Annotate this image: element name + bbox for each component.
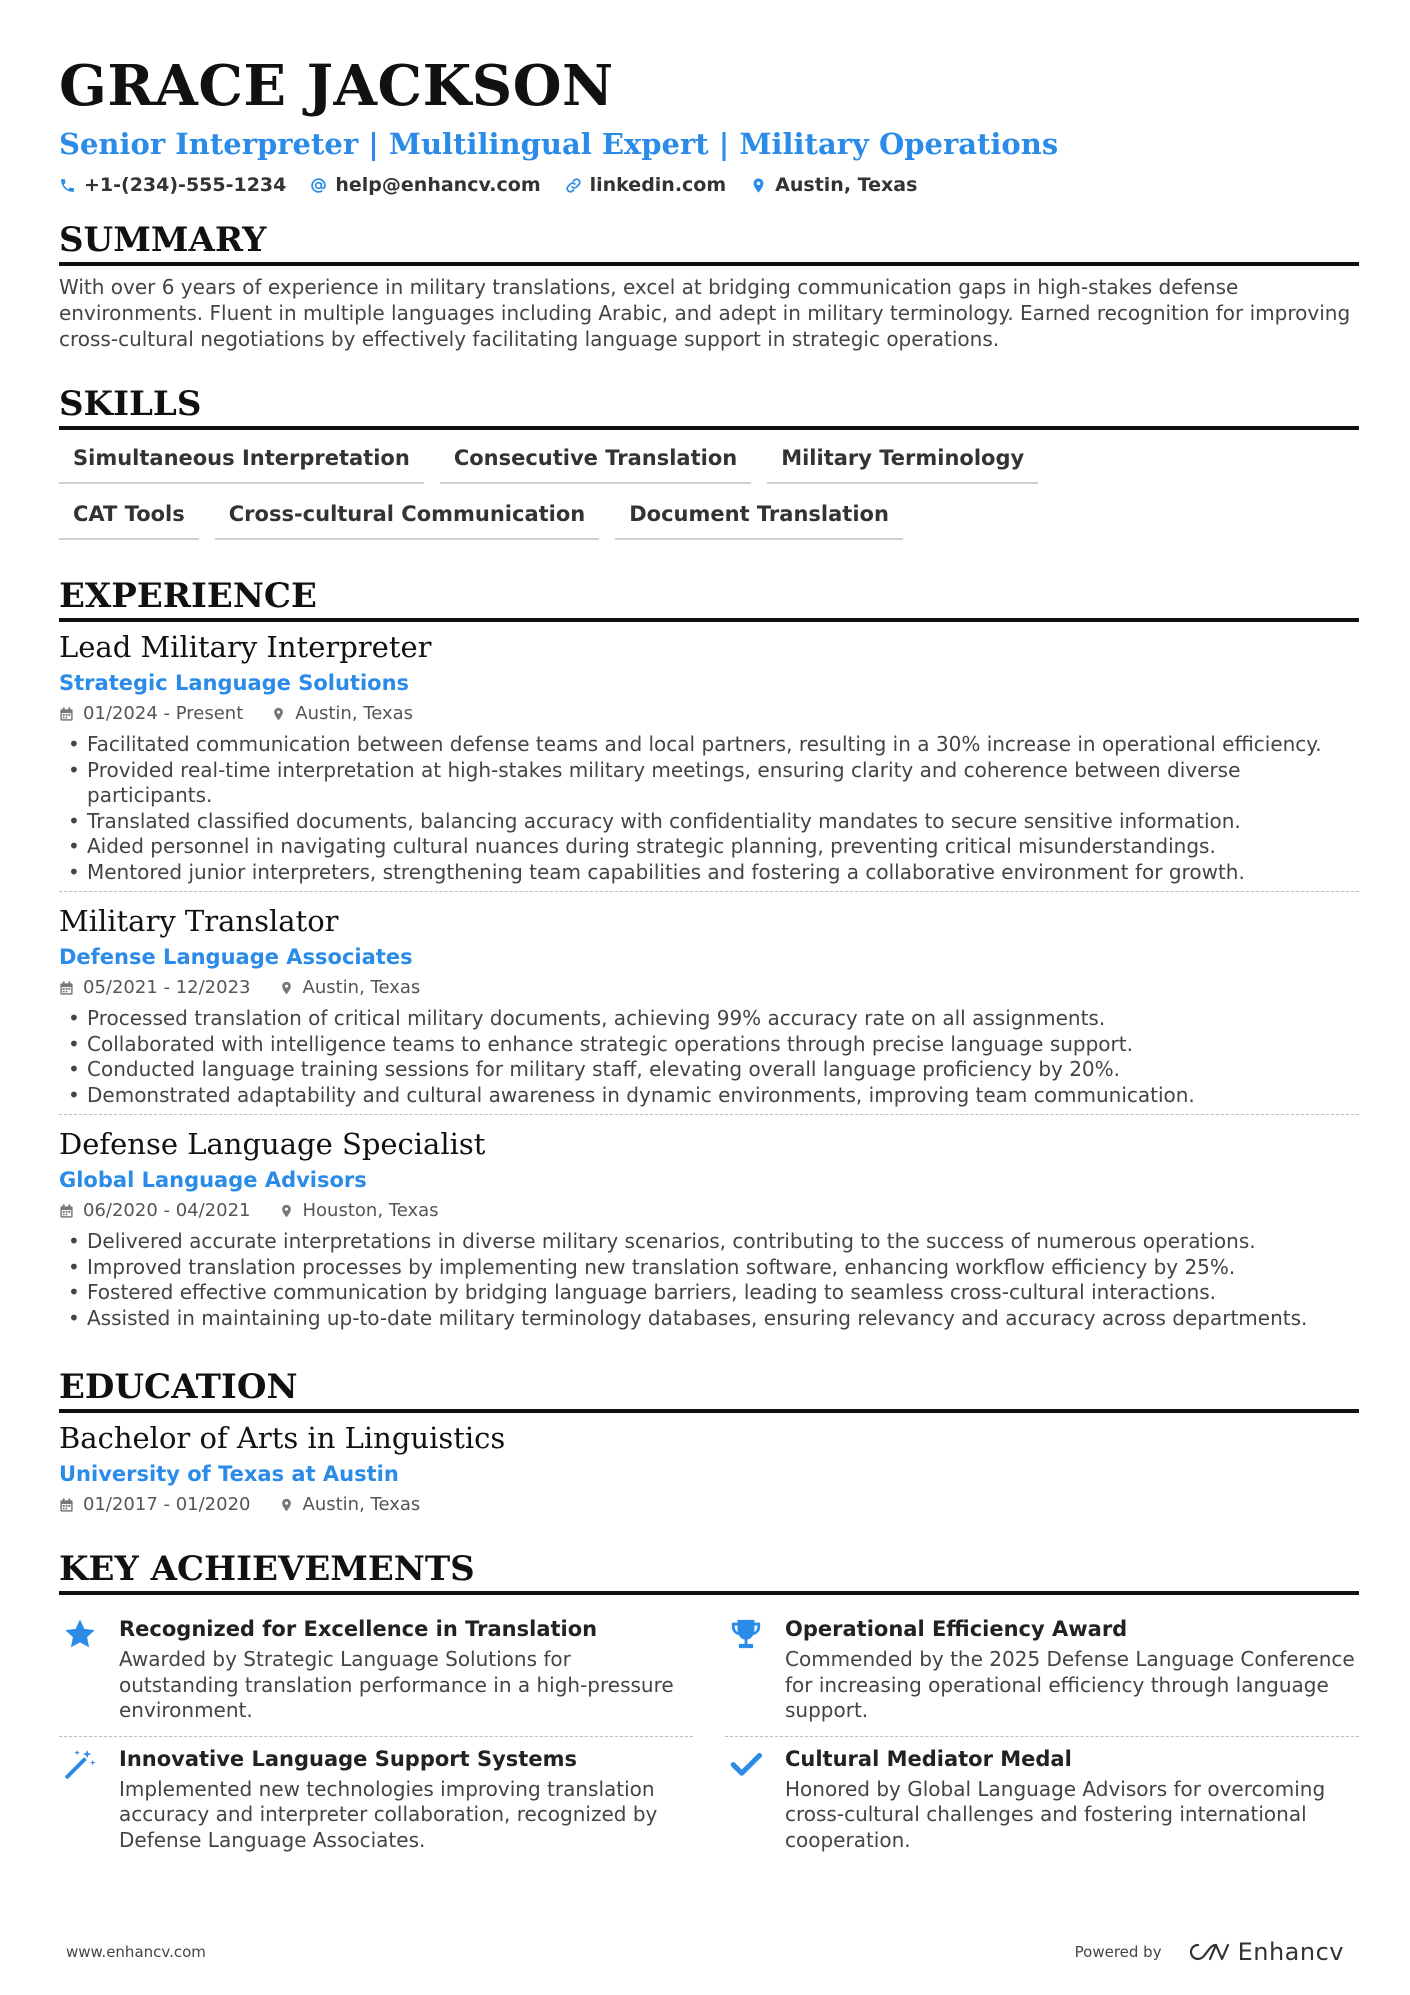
contact-email[interactable] xyxy=(310,174,540,196)
job-bullet: • Conducted language training sessions for military staff, elevating overall language proficiency by 20%. xyxy=(59,1057,1359,1083)
location-pin-icon xyxy=(279,1497,294,1513)
resume-page xyxy=(59,48,1359,1865)
company-name: Strategic Language Solutions xyxy=(59,671,410,695)
skills-list xyxy=(59,444,1059,540)
education-meta xyxy=(59,1493,1359,1517)
job-meta xyxy=(59,976,1359,1000)
achievements-heading: KEY ACHIEVEMENTS xyxy=(59,1547,1359,1595)
job-bullets xyxy=(59,732,1359,885)
job-bullet: • Delivered accurate interpretations in diverse military scenarios, contributing to the success of numerous operations. xyxy=(59,1229,1359,1255)
job-bullet: • Improved translation processes by implementing new translation software, enhancing workflow efficiency by 25%. xyxy=(59,1255,1359,1281)
job-location: Austin, Texas xyxy=(302,977,421,998)
achievements-section xyxy=(59,1547,1359,1865)
location-pin-icon xyxy=(750,177,767,194)
calendar-icon xyxy=(59,1203,74,1219)
link-icon xyxy=(565,177,582,194)
trophy-icon xyxy=(729,1617,763,1651)
job-bullet: • Fostered effective communication by bridging language barriers, leading to seamless cross-cultural interactions. xyxy=(59,1280,1359,1306)
education-location: Austin, Texas xyxy=(302,1494,421,1515)
job-title: Lead Military Interpreter xyxy=(59,630,432,664)
calendar-icon xyxy=(59,1497,74,1513)
education-heading: EDUCATION xyxy=(59,1365,1359,1413)
location-pin-icon xyxy=(279,1203,294,1219)
job-bullet: • Aided personnel in navigating cultural nuances during strategic planning, preventing critical misunderstandings. xyxy=(59,834,1359,860)
skill-tag: Consecutive Translation xyxy=(440,444,751,484)
skill-tag: Cross-cultural Communication xyxy=(215,500,599,540)
job-bullet: • Provided real-time interpretation at high-stakes military meetings, ensuring clarity and coherence between diverse participants. xyxy=(59,758,1359,809)
footer-brand xyxy=(1075,1938,1344,1966)
achievement-title: Operational Efficiency Award xyxy=(785,1617,1128,1641)
job-title: Military Translator xyxy=(59,904,339,938)
contact-linkedin-text: linkedin.com xyxy=(589,174,727,196)
job-bullet: • Collaborated with intelligence teams to enhance strategic operations through precise language support. xyxy=(59,1032,1359,1058)
job-meta xyxy=(59,1199,1359,1223)
enhancv-logo-icon xyxy=(1184,1941,1230,1963)
skills-heading: SKILLS xyxy=(59,382,1359,430)
school-name: University of Texas at Austin xyxy=(59,1462,399,1486)
contact-phone-text: +1-(234)-555-1234 xyxy=(84,174,287,196)
skills-section xyxy=(59,382,1359,540)
job-bullets xyxy=(59,1006,1359,1108)
summary-heading: SUMMARY xyxy=(59,218,1359,266)
achievement-description: Awarded by Strategic Language Solutions for outstanding translation performance in a high-pressure environment. xyxy=(119,1647,674,1722)
job-bullet: • Processed translation of critical military documents, achieving 99% accuracy rate on all assignments. xyxy=(59,1006,1359,1032)
star-icon xyxy=(63,1617,97,1651)
contact-location-text: Austin, Texas xyxy=(775,174,918,196)
achievement-item xyxy=(725,1607,1359,1737)
candidate-name: GRACE JACKSON xyxy=(59,53,614,119)
job-bullet: • Demonstrated adaptability and cultural awareness in dynamic environments, improving team communication. xyxy=(59,1083,1359,1109)
calendar-icon xyxy=(59,980,74,996)
job-dates: 01/2024 - Present xyxy=(83,703,244,724)
location-pin-icon xyxy=(279,980,294,996)
company-name: Defense Language Associates xyxy=(59,945,413,969)
job-bullet: • Translated classified documents, balancing accuracy with confidentiality mandates to secure sensitive information. xyxy=(59,809,1359,835)
candidate-headline: Senior Interpreter | Multilingual Expert | Military Operations xyxy=(59,127,1059,161)
achievement-title: Innovative Language Support Systems xyxy=(119,1746,577,1771)
contact-linkedin[interactable] xyxy=(565,174,727,196)
page-footer xyxy=(66,1938,1344,1966)
achievement-description: Honored by Global Language Advisors for overcoming cross-cultural challenges and fostering international cooperation. xyxy=(785,1776,1326,1852)
achievement-description: Commended by the 2025 Defense Language Conference for increasing operational efficiency through language support. xyxy=(785,1647,1355,1722)
degree-title: Bachelor of Arts in Linguistics xyxy=(59,1421,506,1455)
achievement-title: Cultural Mediator Medal xyxy=(785,1746,1072,1771)
summary-section xyxy=(59,218,1359,352)
job-bullet: • Mentored junior interpreters, strengthening team capabilities and fostering a collaborative environment for growth. xyxy=(59,860,1359,886)
education-dates: 01/2017 - 01/2020 xyxy=(83,1494,251,1515)
job-entry xyxy=(59,628,1359,891)
company-name: Global Language Advisors xyxy=(59,1168,367,1192)
calendar-icon xyxy=(59,706,74,722)
location-pin-icon xyxy=(271,706,286,722)
at-icon xyxy=(310,177,327,194)
contact-bar xyxy=(59,174,1359,196)
resume-header xyxy=(59,48,1359,196)
skill-tag: Document Translation xyxy=(615,500,903,540)
summary-text: With over 6 years of experience in military translations, excel at bridging communication gaps in high-stakes defense environments. Fluent in multiple languages including Arabic, and adept in military terminology. Earned recognition for improving cross-cultural negotiations by effectively facilitating language support in strategic operations. xyxy=(59,275,1351,351)
job-meta xyxy=(59,702,1359,726)
skill-tag: Simultaneous Interpretation xyxy=(59,444,424,484)
skill-tag: CAT Tools xyxy=(59,500,199,540)
job-title: Defense Language Specialist xyxy=(59,1127,486,1161)
experience-heading: EXPERIENCE xyxy=(59,574,1359,622)
experience-section xyxy=(59,574,1359,1337)
achievement-item xyxy=(59,1607,693,1737)
job-bullet: • Assisted in maintaining up-to-date military terminology databases, ensuring relevancy and accuracy across departments. xyxy=(59,1306,1359,1332)
achievement-item xyxy=(59,1737,693,1866)
powered-by-label: Powered by xyxy=(1074,1943,1162,1961)
job-bullet: • Facilitated communication between defense teams and local partners, resulting in a 30% increase in operational efficiency. xyxy=(59,732,1359,758)
phone-icon xyxy=(59,177,76,194)
job-entry xyxy=(59,1114,1359,1337)
magic-wand-icon xyxy=(63,1747,97,1781)
job-entry xyxy=(59,891,1359,1114)
contact-phone[interactable] xyxy=(59,174,286,196)
achievement-title: Recognized for Excellence in Translation xyxy=(119,1617,598,1641)
skill-tag: Military Terminology xyxy=(767,444,1038,484)
achievement-item xyxy=(725,1737,1359,1866)
checkmark-icon xyxy=(729,1747,763,1781)
job-location: Austin, Texas xyxy=(295,703,414,724)
education-section xyxy=(59,1365,1359,1517)
enhancv-logo-text: Enhancv xyxy=(1237,1938,1344,1966)
enhancv-logo[interactable] xyxy=(1184,1938,1344,1966)
job-location: Houston, Texas xyxy=(302,1200,439,1221)
footer-website-link[interactable]: www.enhancv.com xyxy=(66,1943,206,1961)
contact-email-text: help@enhancv.com xyxy=(335,174,541,196)
achievements-grid xyxy=(59,1607,1359,1865)
contact-location xyxy=(750,174,917,196)
job-dates: 05/2021 - 12/2023 xyxy=(83,977,251,998)
job-dates: 06/2020 - 04/2021 xyxy=(83,1200,251,1221)
job-bullets xyxy=(59,1229,1359,1331)
achievement-description: Implemented new technologies improving translation accuracy and interpreter collaboration, recognized by Defense Language Associates. xyxy=(119,1776,658,1852)
